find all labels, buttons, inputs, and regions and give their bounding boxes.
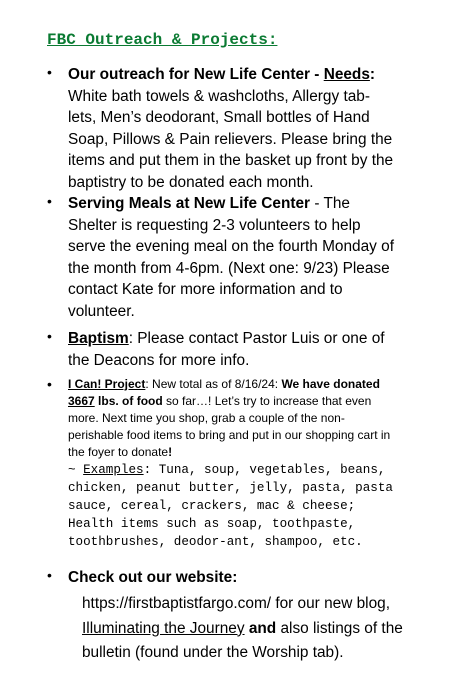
item-title: Baptism bbox=[68, 330, 129, 347]
item-intro: : New total as of 8/16/24: bbox=[145, 377, 282, 391]
bullet-icon: • bbox=[47, 376, 52, 392]
list-item-website bbox=[47, 567, 395, 589]
and-text: and bbox=[244, 619, 277, 637]
examples-label: Examples bbox=[83, 463, 144, 477]
item-title: I Can! Project bbox=[68, 377, 146, 391]
tilde: ~ bbox=[68, 463, 84, 477]
item-body: : Please contact Pastor Luis or one of the Deacons for more info. bbox=[68, 330, 385, 369]
colon: : bbox=[369, 66, 376, 83]
item-body: White bath towels & washcloths, Allergy tab-lets, Men’s deodorant, Small bottles of Hand Soap, Pillows & Pain relievers. Please bring the items and put them in the basket up front by the baptistry to be donated each month. bbox=[68, 87, 394, 191]
website-text: for our new blog, bbox=[271, 595, 390, 612]
list-item-baptism bbox=[47, 328, 395, 371]
list-item-serving-meals bbox=[47, 193, 395, 322]
list-item-i-can-project bbox=[47, 376, 395, 551]
donated-amount: 3667 bbox=[68, 394, 95, 408]
bullet-icon: • bbox=[47, 328, 52, 344]
blog-link[interactable]: Illuminating the Journey bbox=[82, 619, 245, 637]
needs-label: Needs bbox=[323, 66, 370, 83]
item-title: Serving Meals at New Life Center bbox=[68, 195, 311, 212]
website-details bbox=[82, 592, 412, 666]
bullet-icon: • bbox=[47, 193, 52, 209]
bullet-icon: • bbox=[47, 64, 52, 80]
website-link[interactable]: https://firstbaptistfargo.com/ bbox=[82, 595, 272, 612]
section-heading: FBC Outreach & Projects: bbox=[47, 31, 278, 49]
donated-text: We have donated bbox=[281, 377, 380, 391]
item-body: - The Shelter is requesting 2-3 volunteers to help serve the evening meal on the fourth Monday of the month from 4-6pm. (Next one: 9/23) Please contact Kate for more information and to volunteer. bbox=[68, 195, 394, 320]
bullet-icon: • bbox=[47, 567, 52, 583]
item-body: so far…! Let’s try to increase that even more. Next time you shop, grab a couple of the non-perishable food items to bring and put in our shopping cart in the foyer to donate bbox=[68, 394, 391, 459]
exclaim: ! bbox=[168, 445, 173, 459]
item-title: Check out our website: bbox=[68, 569, 238, 586]
item-title: Our outreach for New Life Center - bbox=[68, 66, 324, 83]
examples-text: : Tuna, soup, vegetables, beans, chicken, peanut butter, jelly, pasta, pasta sauce, cereal, crackers, mac & cheese; Health items such as soap, toothpaste, toothbrushes, deodor-ant, shampoo, etc. bbox=[68, 463, 393, 549]
website-rest: also listings of the bulletin (found under the Worship tab). bbox=[82, 619, 403, 661]
donated-unit: lbs. of food bbox=[94, 394, 163, 408]
list-item-new-life-center bbox=[47, 64, 395, 193]
